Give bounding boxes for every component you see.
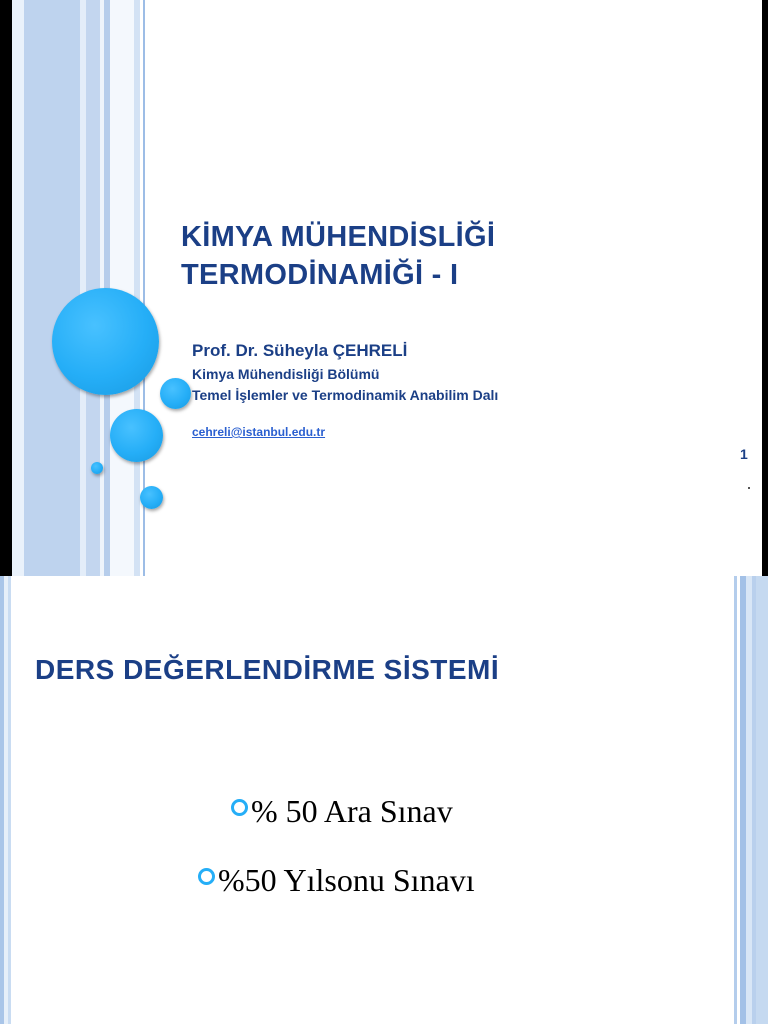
medium-circle xyxy=(110,409,163,462)
right-edge xyxy=(762,0,768,576)
author-name: Prof. Dr. Süheyla ÇEHRELİ xyxy=(192,341,408,360)
division: Temel İşlemler ve Termodinamik Anabilim Dalı xyxy=(192,387,499,403)
slide-title xyxy=(181,218,495,294)
small-circle xyxy=(140,486,163,509)
page-number: 1 xyxy=(740,446,748,462)
bullet-item xyxy=(231,793,453,830)
decorative-stripe xyxy=(24,0,80,576)
tiny-circle xyxy=(91,462,103,474)
email-link[interactable]: cehreli@istanbul.edu.tr xyxy=(192,425,326,439)
dot-mark xyxy=(748,487,750,489)
decorative-stripe xyxy=(134,0,140,576)
left-edge xyxy=(0,0,12,576)
ring-bullet-icon xyxy=(231,799,248,816)
bullet-text: % 50 Ara Sınav xyxy=(251,793,453,829)
department: Kimya Mühendisliği Bölümü xyxy=(192,366,380,382)
title-line-1: KİMYA MÜHENDİSLİĞİ xyxy=(181,221,496,253)
slide-title: DERS DEĞERLENDİRME SİSTEMİ xyxy=(35,654,500,685)
ring-bullet-icon xyxy=(198,868,215,885)
bullet-text: %50 Yılsonu Sınavı xyxy=(218,862,475,898)
slide-2 xyxy=(0,576,768,1024)
title-line-2: TERMODİNAMİĞİ - I xyxy=(181,259,459,291)
small-circle xyxy=(160,378,191,409)
decorative-stripe xyxy=(8,576,11,1024)
decorative-stripe xyxy=(12,0,24,576)
decorative-stripe xyxy=(734,576,737,1024)
decorative-stripe xyxy=(756,576,768,1024)
large-circle xyxy=(52,288,159,395)
bullet-item xyxy=(198,862,475,899)
